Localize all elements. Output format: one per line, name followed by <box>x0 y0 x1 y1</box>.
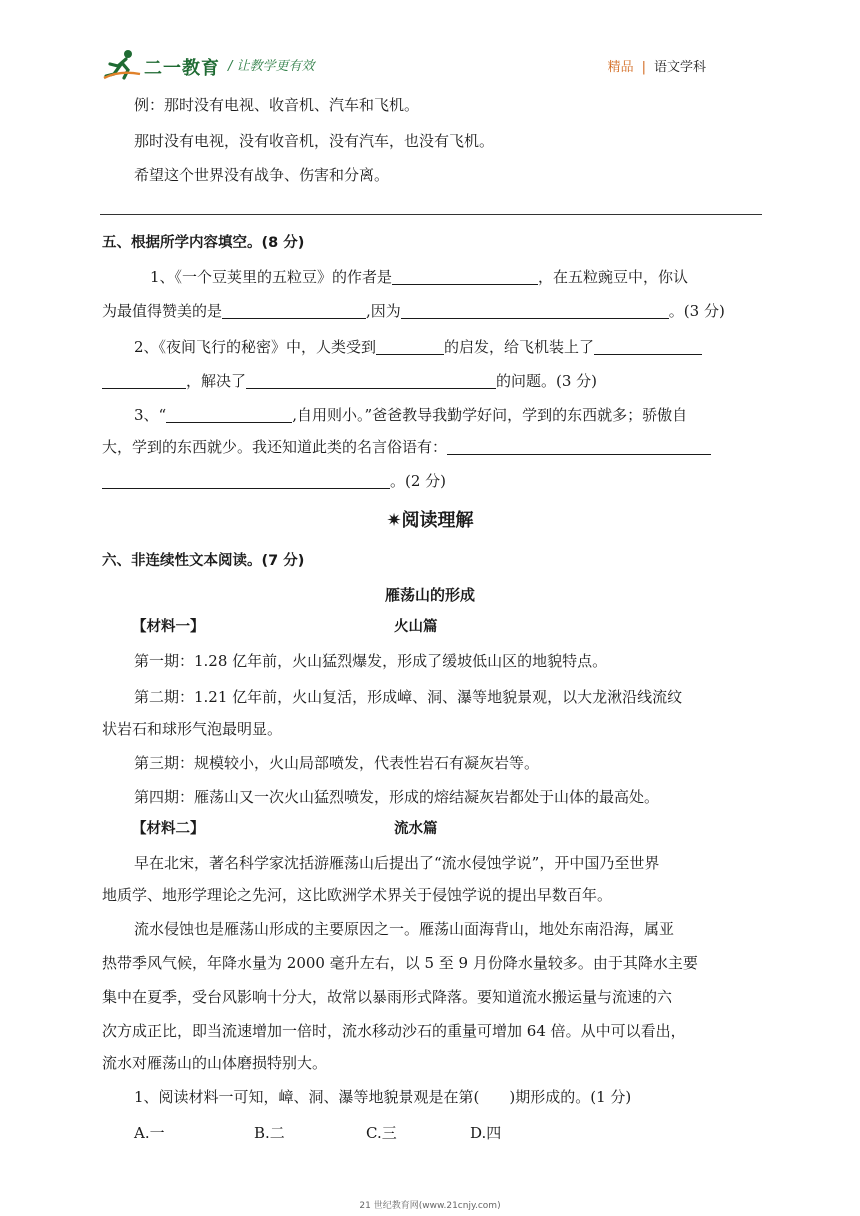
q3-line2 <box>102 436 711 458</box>
material1-label: 【材料一】 <box>132 619 205 635</box>
q3-text-c: 大，学到的东西就少。我还知道此类的名言俗语有： <box>102 438 448 456</box>
answer-rule-line <box>100 214 762 215</box>
q2-inspiration-blank[interactable] <box>376 336 444 355</box>
q3-sayings-blank-b[interactable] <box>102 470 390 489</box>
quality-tag: 精品 <box>607 60 634 75</box>
subject-tag: 语文学科 <box>653 60 706 75</box>
q2-problem-blank[interactable] <box>246 370 496 389</box>
header-separator: | <box>641 60 646 75</box>
q2-text-d: 的问题。(3 分) <box>496 372 598 390</box>
q3-text-b: ,自用则小。”爸爸教导我勤学好问，学到的东西就多；骄傲自 <box>292 406 688 424</box>
q1-text-a: 1、《一个豆荚里的五粒豆》的作者是 <box>150 268 393 286</box>
q3-sayings-blank-a[interactable] <box>447 436 711 455</box>
section6-title: 六、非连续性文本阅读。(7 分) <box>102 553 305 569</box>
q3-text-d: 。(2 分) <box>390 472 447 490</box>
article-title: 雁荡山的形成 <box>384 586 475 604</box>
option-a[interactable]: A.一 <box>134 1124 165 1142</box>
q3-line3 <box>102 470 446 492</box>
material1-title: 火山篇 <box>394 619 438 635</box>
m2-paragraph2e: 流水对雁荡山的山体磨损特别大。 <box>102 1054 328 1072</box>
q1-text-c: 为最值得赞美的是 <box>102 302 223 320</box>
m1-paragraph2a: 第二期：1.21 亿年前，火山复活，形成嶂、洞、瀑等地貌景观，以大龙湫沿线流纹 <box>134 688 683 706</box>
m1-paragraph1: 第一期：1.28 亿年前，火山猛烈爆发，形成了缓坡低山区的地貌特点。 <box>134 652 608 670</box>
q1-text-e: 。(3 分) <box>668 302 725 320</box>
page-footer: 21 世纪教育网(www.21cnjy.com) <box>359 1201 501 1211</box>
q1-text-b: ，在五粒豌豆中，你认 <box>538 268 689 286</box>
m2-paragraph2a: 流水侵蚀也是雁荡山形成的主要原因之一。雁荡山面海背山，地处东南沿海，属亚 <box>134 920 675 938</box>
m2-paragraph2d: 次方成正比，即当流速增加一倍时，流水移动沙石的重量可增加 64 倍。从中可以看出， <box>102 1022 686 1040</box>
material2-title: 流水篇 <box>394 821 438 837</box>
q1-line1 <box>150 266 688 288</box>
q1-line2 <box>102 300 725 322</box>
m2-paragraph2c: 集中在夏季，受台风影响十分大，故常以暴雨形式降落。要知道流水搬运量与流速的六 <box>102 988 673 1006</box>
q1-text-d: ,因为 <box>366 302 401 320</box>
m2-paragraph1a: 早在北宋，著名科学家沈括游雁荡山后提出了“流水侵蚀学说”，开中国乃至世界 <box>134 854 660 872</box>
q1-pea-blank[interactable] <box>222 300 366 319</box>
q2-device-blank-b[interactable] <box>102 370 186 389</box>
q3-text-a: 3、“ <box>134 406 167 424</box>
m2-paragraph2b: 热带季风气候，年降水量为 2000 毫升左右，以 5 至 9 月份降水量较多。由于其降水主要 <box>102 954 698 972</box>
page-header <box>102 44 762 84</box>
q2-text-c: ，解决了 <box>186 372 247 390</box>
q3-line1 <box>134 404 687 426</box>
material2-label: 【材料二】 <box>132 821 205 837</box>
q2-text-a: 2、《夜间飞行的秘密》中，人类受到 <box>134 338 377 356</box>
header-tags <box>608 56 706 75</box>
section5-title: 五、根据所学内容填空。(8 分) <box>102 235 305 251</box>
option-c[interactable]: C.三 <box>366 1124 397 1142</box>
m1-paragraph2b: 状岩石和球形气泡最明显。 <box>102 720 283 738</box>
m2-paragraph1b: 地质学、地形学理论之先河，这比欧洲学术界关于侵蚀学说的提出早数百年。 <box>102 886 613 904</box>
m1-paragraph3: 第三期：规模较小，火山局部喷发，代表性岩石有凝灰岩等。 <box>134 754 540 772</box>
m1-paragraph4: 第四期：雁荡山又一次火山猛烈喷发，形成的熔结凝灰岩都处于山体的最高处。 <box>134 788 660 806</box>
example-line: 例：那时没有电视、收音机、汽车和飞机。 <box>134 96 420 114</box>
q1-author-blank[interactable] <box>392 266 538 285</box>
q2-text-b: 的启发，给飞机装上了 <box>444 338 595 356</box>
option-b[interactable]: B.二 <box>254 1124 285 1142</box>
practice-sentence: 希望这个世界没有战争、伤害和分离。 <box>134 166 390 184</box>
reading-heading: ✷阅读理解 <box>386 510 474 531</box>
q2-line1 <box>134 336 702 358</box>
example-answer-line: 那时没有电视，没有收音机，没有汽车，也没有飞机。 <box>134 132 495 150</box>
q3-proverb-blank[interactable] <box>166 404 292 423</box>
logo-text: 二一教育 <box>144 58 220 79</box>
slogan: / 让教学更有效 <box>228 59 315 74</box>
q2-device-blank-a[interactable] <box>594 336 702 355</box>
q1-reason-blank[interactable] <box>401 300 669 319</box>
option-d[interactable]: D.四 <box>470 1124 502 1142</box>
q2-line2 <box>102 370 597 392</box>
runner-logo-icon <box>102 48 142 80</box>
reading-question1: 1、阅读材料一可知，嶂、洞、瀑等地貌景观是在第( )期形成的。(1 分) <box>134 1088 632 1106</box>
